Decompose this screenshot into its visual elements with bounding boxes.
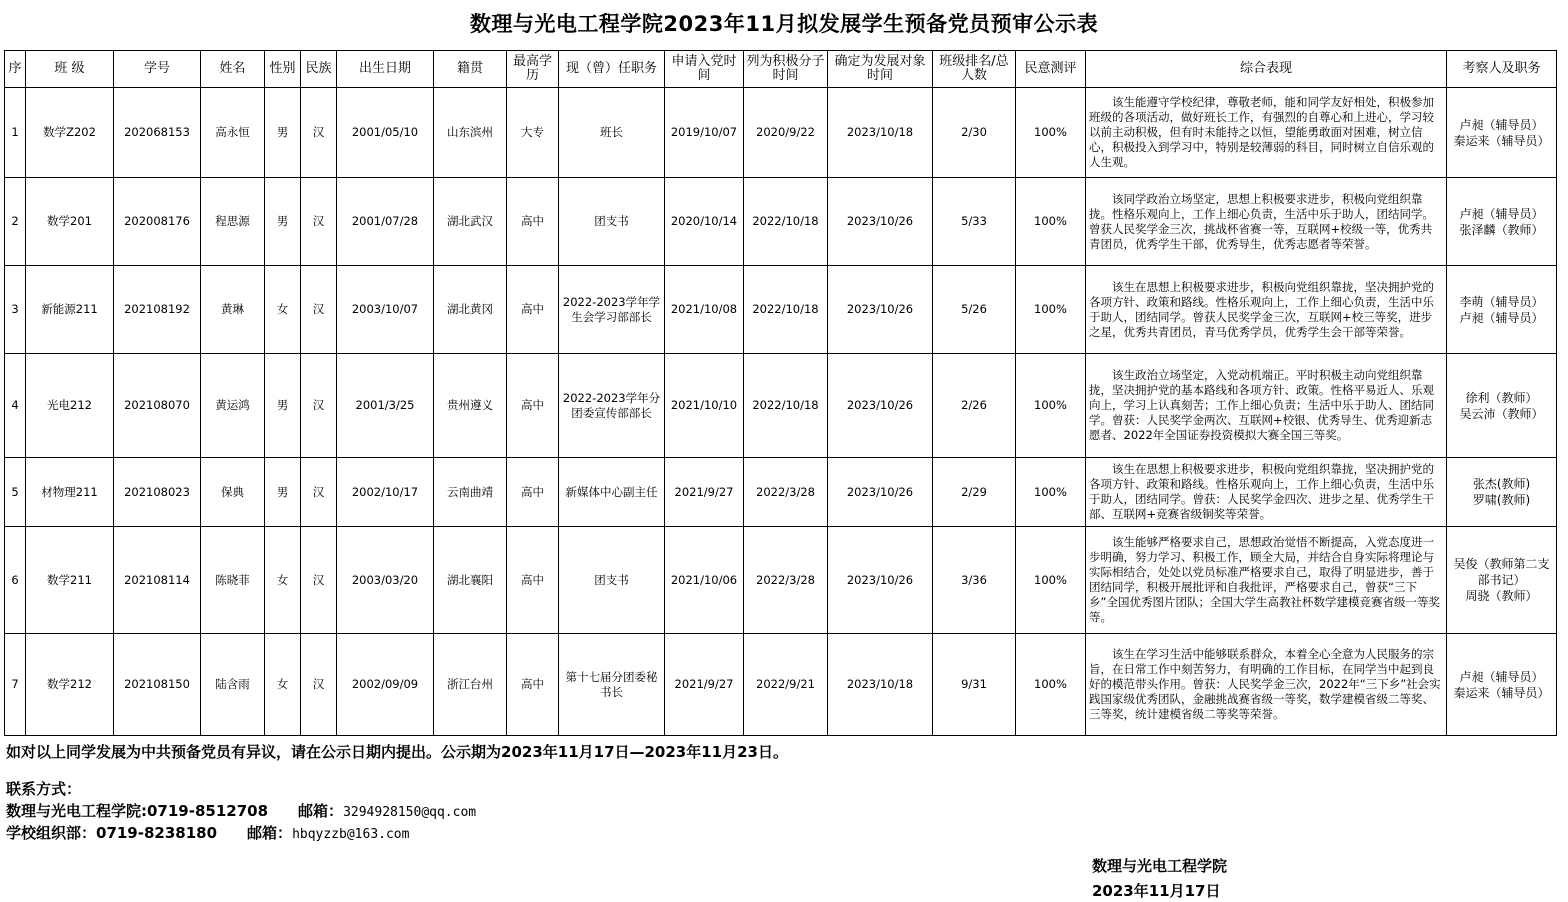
birth-date-cell: 2003/10/07 [337, 266, 434, 354]
inspector-cell: 卢昶（辅导员） 张泽麟（教师） [1447, 178, 1557, 266]
name-cell: 程思源 [201, 178, 265, 266]
header-cell: 班级排名/总人数 [933, 51, 1016, 88]
org-mail-label: 邮箱： [247, 824, 293, 842]
header-cell: 申请入党时间 [665, 51, 744, 88]
poll-cell: 100% [1016, 527, 1086, 634]
header-cell: 姓名 [201, 51, 265, 88]
education-cell: 高中 [507, 458, 559, 527]
birth-date-cell: 2002/09/09 [337, 634, 434, 736]
class-cell: 光电212 [26, 354, 114, 458]
poll-cell: 100% [1016, 354, 1086, 458]
inspector-cell: 卢昶（辅导员） 秦运来（辅导员） [1447, 634, 1557, 736]
rank-cell: 5/26 [933, 266, 1016, 354]
row-number: 1 [5, 88, 26, 178]
ethnicity-cell: 汉 [301, 458, 337, 527]
education-cell: 大专 [507, 88, 559, 178]
name-cell: 黄运鸿 [201, 354, 265, 458]
name-cell: 陆含雨 [201, 634, 265, 736]
row-number: 4 [5, 354, 26, 458]
header-cell: 确定为发展对象时间 [828, 51, 933, 88]
origin-cell: 湖北黄冈 [434, 266, 507, 354]
class-cell: 材物理211 [26, 458, 114, 527]
header-cell: 出生日期 [337, 51, 434, 88]
apply-date-cell: 2021/10/10 [665, 354, 744, 458]
table-row [5, 88, 1557, 178]
gender-cell: 女 [265, 266, 301, 354]
origin-cell: 山东滨州 [434, 88, 507, 178]
row-number: 6 [5, 527, 26, 634]
position-cell: 班长 [559, 88, 665, 178]
college-mail-label: 邮箱： [298, 802, 344, 820]
header-row [5, 51, 1557, 88]
rank-cell: 5/33 [933, 178, 1016, 266]
education-cell: 高中 [507, 527, 559, 634]
name-cell: 陈晓菲 [201, 527, 265, 634]
inspector-cell: 徐利（教师） 吴云沛（教师） [1447, 354, 1557, 458]
table-row [5, 266, 1557, 354]
education-cell: 高中 [507, 354, 559, 458]
performance-cell: 该生在思想上积极要求进步，积极向党组织靠拢，坚决拥护党的各项方针、政策和路线。性格乐观向上，工作上细心负责，生活中乐于助人，团结同学。曾获：人民奖学金四次、进步之星、优秀学生干部、互联网+竞赛省级铜奖等荣誉。 [1086, 458, 1447, 527]
student-id-cell: 202108070 [114, 354, 201, 458]
row-number: 5 [5, 458, 26, 527]
rank-cell: 2/26 [933, 354, 1016, 458]
poll-cell: 100% [1016, 634, 1086, 736]
education-cell: 高中 [507, 178, 559, 266]
org-contact [6, 822, 409, 843]
org-email: hbqyzzb@163.com [292, 827, 410, 842]
header-cell: 考察人及职务 [1447, 51, 1557, 88]
header-cell: 籍贯 [434, 51, 507, 88]
apply-date-cell: 2021/9/27 [665, 458, 744, 527]
gender-cell: 女 [265, 527, 301, 634]
poll-cell: 100% [1016, 266, 1086, 354]
position-cell: 2022-2023学年学生会学习部部长 [559, 266, 665, 354]
position-cell: 团支书 [559, 178, 665, 266]
gender-cell: 男 [265, 178, 301, 266]
rank-cell: 3/36 [933, 527, 1016, 634]
rank-cell: 2/29 [933, 458, 1016, 527]
performance-cell: 该生在思想上积极要求进步，积极向党组织靠拢，坚决拥护党的各项方针、政策和路线。性格乐观向上，工作上细心负责，生活中乐于助人，团结同学。曾获人民奖学金三次，互联网+校三等奖，进步之星，优秀共青团员，青马优秀学员，优秀学生会干部等荣誉。 [1086, 266, 1447, 354]
ethnicity-cell: 汉 [301, 527, 337, 634]
activist-date-cell: 2020/9/22 [744, 88, 828, 178]
header-cell: 最高学历 [507, 51, 559, 88]
header-cell: 综合表现 [1086, 51, 1447, 88]
contact-heading: 联系方式： [6, 780, 82, 798]
candidate-table [4, 50, 1557, 736]
activist-date-cell: 2022/3/28 [744, 527, 828, 634]
class-cell: 数学211 [26, 527, 114, 634]
college-phone: 数理与光电工程学院:0719-8512708 [6, 802, 269, 820]
rank-cell: 2/30 [933, 88, 1016, 178]
signature-org: 数理与光电工程学院 [1092, 857, 1228, 875]
origin-cell: 湖北武汉 [434, 178, 507, 266]
ethnicity-cell: 汉 [301, 354, 337, 458]
birth-date-cell: 2003/03/20 [337, 527, 434, 634]
header-cell: 民族 [301, 51, 337, 88]
student-id-cell: 202068153 [114, 88, 201, 178]
student-id-cell: 202008176 [114, 178, 201, 266]
page-title: 数理与光电工程学院2023年11月拟发展学生预备党员预审公示表 [469, 12, 1099, 36]
performance-cell: 该同学政治立场坚定，思想上积极要求进步，积极向党组织靠拢。性格乐观向上，工作上细心负责，生活中乐于助人，团结同学。曾获人民奖学金三次，挑战杯省赛一等，互联网+校级一等，优秀共青团员，优秀学生干部，优秀导生，优秀志愿者等荣誉。 [1086, 178, 1447, 266]
row-number: 7 [5, 634, 26, 736]
birth-date-cell: 2002/10/17 [337, 458, 434, 527]
activist-date-cell: 2022/10/18 [744, 354, 828, 458]
activist-date-cell: 2022/3/28 [744, 458, 828, 527]
class-cell: 数学Z202 [26, 88, 114, 178]
gender-cell: 男 [265, 354, 301, 458]
apply-date-cell: 2020/10/14 [665, 178, 744, 266]
activist-date-cell: 2022/10/18 [744, 266, 828, 354]
student-id-cell: 202108114 [114, 527, 201, 634]
org-phone: 学校组织部：0719-8238180 [6, 824, 218, 842]
signature-date: 2023年11月17日 [1092, 882, 1221, 900]
apply-date-cell: 2021/10/08 [665, 266, 744, 354]
origin-cell: 云南曲靖 [434, 458, 507, 527]
ethnicity-cell: 汉 [301, 88, 337, 178]
ethnicity-cell: 汉 [301, 634, 337, 736]
performance-cell: 该生能够严格要求自己，思想政治觉悟不断提高，入党态度进一步明确，努力学习、积极工作，顾全大局，并结合自身实际将理论与实际相结合，处处以党员标准严格要求自己，取得了明显进步，善于团结同学，积极开展批评和自我批评，严格要求自己，曾获“三下乡”全国优秀图片团队；全国大学生高教社杯数学建模竞赛省级一等奖等。 [1086, 527, 1447, 634]
origin-cell: 贵州遵义 [434, 354, 507, 458]
target-date-cell: 2023/10/26 [828, 266, 933, 354]
inspector-cell: 吴俊（教师第二支部书记） 周骁（教师） [1447, 527, 1557, 634]
birth-date-cell: 2001/05/10 [337, 88, 434, 178]
poll-cell: 100% [1016, 88, 1086, 178]
table-row [5, 178, 1557, 266]
name-cell: 保典 [201, 458, 265, 527]
origin-cell: 湖北襄阳 [434, 527, 507, 634]
apply-date-cell: 2021/9/27 [665, 634, 744, 736]
target-date-cell: 2023/10/26 [828, 178, 933, 266]
poll-cell: 100% [1016, 458, 1086, 527]
rank-cell: 9/31 [933, 634, 1016, 736]
target-date-cell: 2023/10/26 [828, 527, 933, 634]
performance-cell: 该生在学习生活中能够联系群众，本着全心全意为人民服务的宗旨，在日常工作中刻苦努力，有明确的工作目标，在同学当中起到良好的模范带头作用。曾获：人民奖学金三次，2022年“三下乡”社会实践国家级优秀团队，金融挑战赛省级一等奖，数学建模省级二等奖、三等奖，统计建模省级二等奖等荣誉。 [1086, 634, 1447, 736]
row-number: 3 [5, 266, 26, 354]
education-cell: 高中 [507, 634, 559, 736]
header-cell: 列为积极分子时间 [744, 51, 828, 88]
table-row [5, 527, 1557, 634]
college-email: 3294928150@qq.com [343, 805, 477, 820]
inspector-cell: 张杰(教师) 罗啸(教师) [1447, 458, 1557, 527]
name-cell: 黄琳 [201, 266, 265, 354]
target-date-cell: 2023/10/26 [828, 458, 933, 527]
student-id-cell: 202108192 [114, 266, 201, 354]
objection-notice: 如对以上同学发展为中共预备党员有异议，请在公示日期内提出。公示期为2023年11月17日—2023年11月23日。 [6, 743, 788, 761]
inspector-cell: 卢昶（辅导员） 秦运来（辅导员） [1447, 88, 1557, 178]
inspector-cell: 李萌（辅导员） 卢昶（辅导员） [1447, 266, 1557, 354]
apply-date-cell: 2021/10/06 [665, 527, 744, 634]
gender-cell: 男 [265, 458, 301, 527]
class-cell: 数学201 [26, 178, 114, 266]
header-cell: 性别 [265, 51, 301, 88]
gender-cell: 女 [265, 634, 301, 736]
position-cell: 新媒体中心副主任 [559, 458, 665, 527]
birth-date-cell: 2001/07/28 [337, 178, 434, 266]
position-cell: 团支书 [559, 527, 665, 634]
target-date-cell: 2023/10/18 [828, 634, 933, 736]
poll-cell: 100% [1016, 178, 1086, 266]
header-cell: 班 级 [26, 51, 114, 88]
row-number: 2 [5, 178, 26, 266]
ethnicity-cell: 汉 [301, 266, 337, 354]
birth-date-cell: 2001/3/25 [337, 354, 434, 458]
table-row [5, 458, 1557, 527]
class-cell: 新能源211 [26, 266, 114, 354]
activist-date-cell: 2022/10/18 [744, 178, 828, 266]
class-cell: 数学212 [26, 634, 114, 736]
header-cell: 学号 [114, 51, 201, 88]
table-row [5, 634, 1557, 736]
header-cell: 民意测评 [1016, 51, 1086, 88]
performance-cell: 该生能遵守学校纪律，尊敬老师，能和同学友好相处，积极参加班级的各项活动，做好班长工作，有强烈的自尊心和上进心，学习较以前主动积极，但有时未能持之以恒，望能勇敢面对困难，树立信心，积极投入到学习中，特别是较薄弱的科目，同时树立自信乐观的人生观。 [1086, 88, 1447, 178]
header-cell: 现（曾）任职务 [559, 51, 665, 88]
position-cell: 第十七届分团委秘书长 [559, 634, 665, 736]
target-date-cell: 2023/10/26 [828, 354, 933, 458]
education-cell: 高中 [507, 266, 559, 354]
header-cell: 序 [5, 51, 26, 88]
performance-cell: 该生政治立场坚定，入党动机端正。平时积极主动向党组织靠拢，坚决拥护党的基本路线和各项方针、政策。性格平易近人、乐观向上，学习上认真刻苦；工作上细心负责；生活中乐于助人、团结同学。曾获：人民奖学金两次、互联网+校银、优秀导生、优秀迎新志愿者、2022年全国证券投资模拟大赛全国三等奖。 [1086, 354, 1447, 458]
student-id-cell: 202108150 [114, 634, 201, 736]
target-date-cell: 2023/10/18 [828, 88, 933, 178]
name-cell: 高永恒 [201, 88, 265, 178]
activist-date-cell: 2022/9/21 [744, 634, 828, 736]
student-id-cell: 202108023 [114, 458, 201, 527]
origin-cell: 浙江台州 [434, 634, 507, 736]
ethnicity-cell: 汉 [301, 178, 337, 266]
gender-cell: 男 [265, 88, 301, 178]
table-row [5, 354, 1557, 458]
position-cell: 2022-2023学年分团委宣传部部长 [559, 354, 665, 458]
apply-date-cell: 2019/10/07 [665, 88, 744, 178]
college-contact [6, 800, 476, 821]
